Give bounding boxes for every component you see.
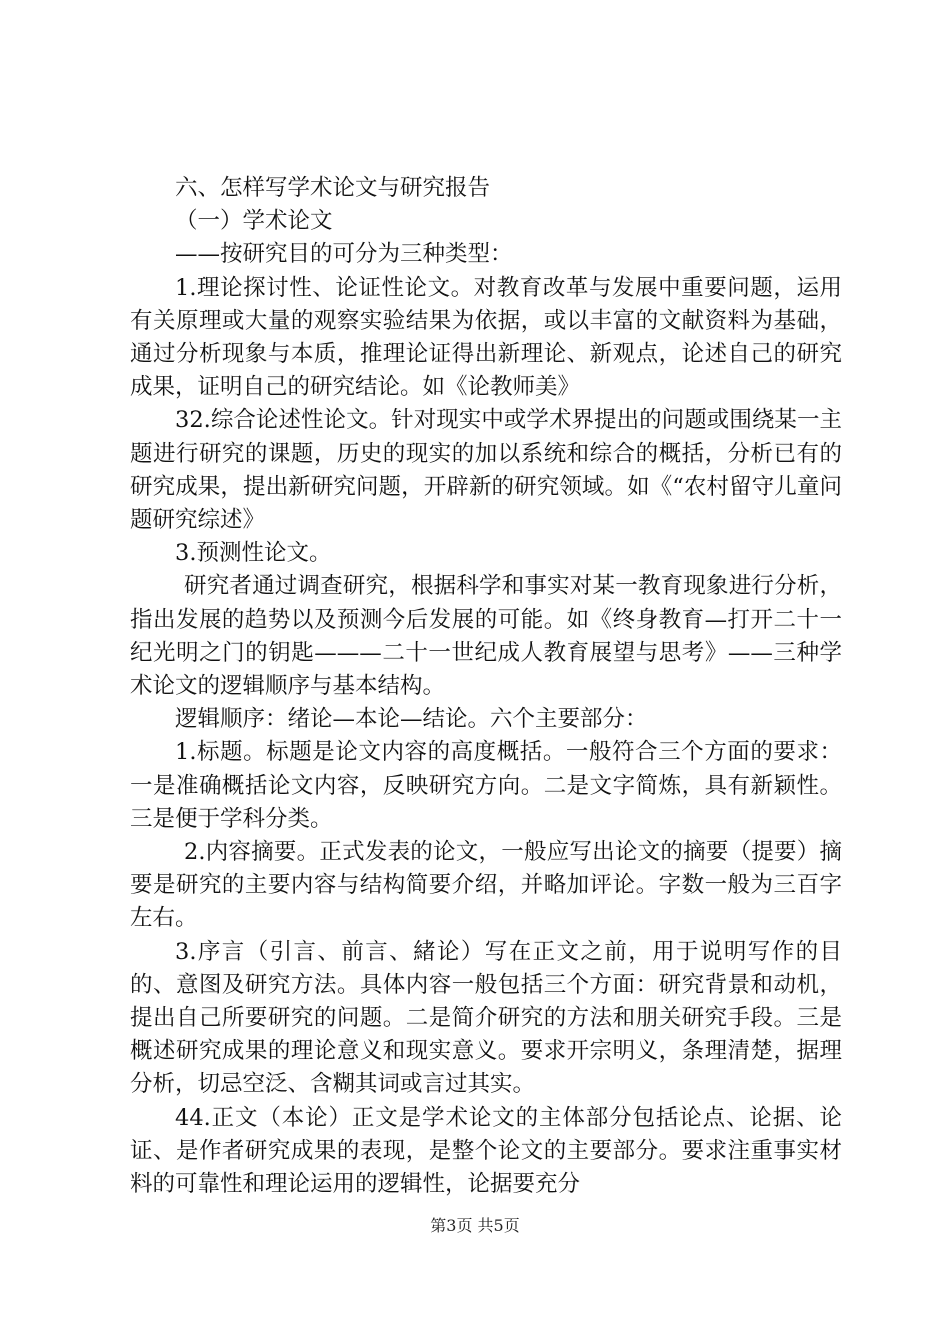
paragraph: 逻辑顺序：绪论—本论—结论。六个主要部分： bbox=[175, 706, 648, 733]
paragraph: 2.内容摘要。正式发表的论文，一般应写出论文的摘要（提要）摘要是研究的主要内容与结构简要介绍，并略加评论。字数一般为三百字左右。 bbox=[130, 839, 842, 932]
document-body bbox=[130, 172, 842, 1201]
paragraph: 1.标题。标题是论文内容的高度概括。一般符合三个方面的要求：一是准确概括论文内容，反映研究方向。二是文字简炼，具有新颖性。三是便于学科分类。 bbox=[130, 739, 842, 832]
paragraph: 1.理论探讨性、论证性论文。对教育改革与发展中重要问题，运用有关原理或大量的观察实验结果为依据，或以丰富的文献资料为基础，通过分析现象与本质，推理论证得出新理论、新观点，论述自己的研究成果，证明自己的研究结论。如《论教师美》 bbox=[130, 274, 842, 401]
section-heading: 六、怎样写学术论文与研究报告 bbox=[175, 175, 491, 201]
paragraph: ——按研究目的可分为三种类型： bbox=[175, 241, 513, 268]
paragraph: 研究者通过调查研究，根据科学和事实对某一教育现象进行分析，指出发展的趋势以及预测今后发展的可能。如《终身教育—打开二十一纪光明之门的钥匙———二十一世纪成人教育展望与思考》——三种学术论文的逻辑顺序与基本结构。 bbox=[130, 573, 842, 700]
subsection-heading: （一）学术论文 bbox=[175, 208, 333, 235]
paragraph: 44.正文（本论）正文是学术论文的主体部分包括论点、论据、论证、是作者研究成果的表现，是整个论文的主要部分。要求注重事实材料的可靠性和理论运用的逻辑性，论据要充分 bbox=[130, 1104, 842, 1198]
paragraph: 3.预测性论文。 bbox=[175, 540, 332, 567]
page-number-footer: 第3页 共5页 bbox=[430, 1216, 520, 1235]
paragraph: 3.序言（引言、前言、緒论）写在正文之前，用于说明写作的目的、意图及研究方法。具体内容一般包括三个方面：研究背景和动机，提出自己所要研究的问题。二是简介研究的方法和朋关研究手段。三是概述研究成果的理论意义和现实意义。要求开宗明义，条理清楚，据理分析，切忌空泛、含糊其词或言过其实。 bbox=[130, 938, 842, 1098]
paragraph: 32.综合论述性论文。针对现实中或学术界提出的问题或围绕某一主题进行研究的课题，历史的现实的加以系统和综合的概括，分析已有的研究成果，提出新研究问题，开辟新的研究领域。如《“农村留守儿童问题研究综述》 bbox=[130, 407, 842, 534]
